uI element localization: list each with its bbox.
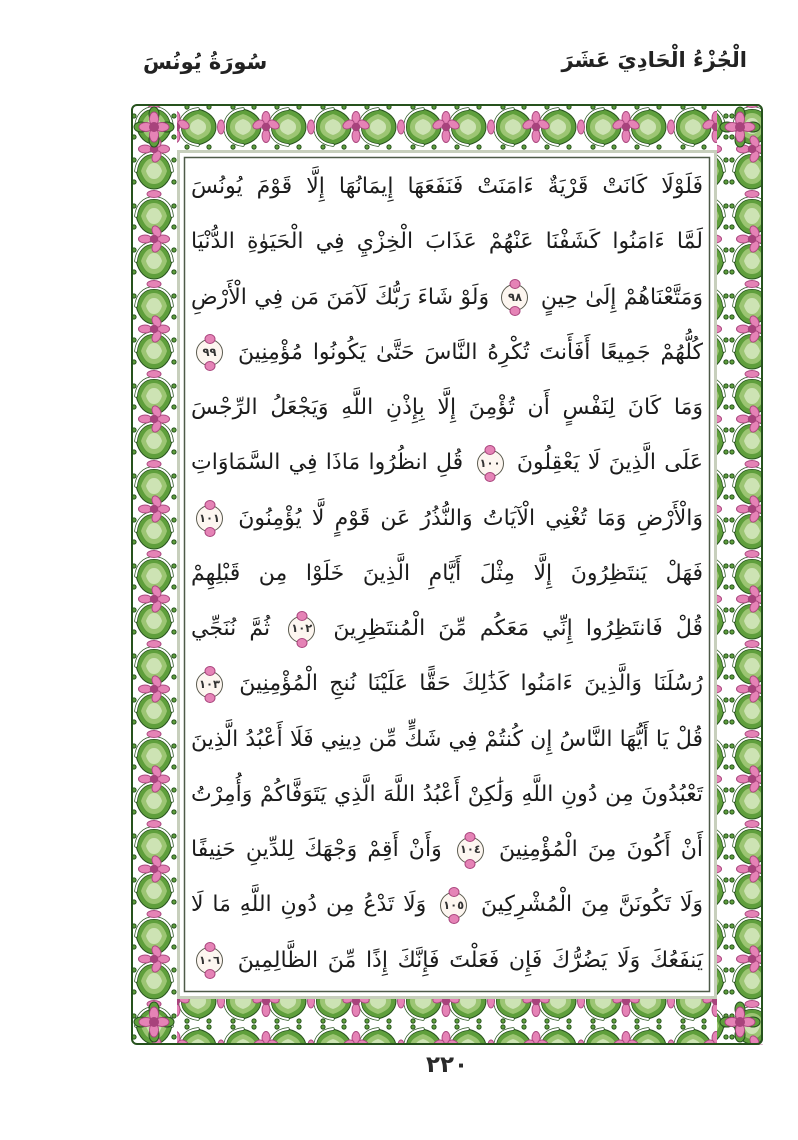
- verse-number: ١٠٢: [291, 621, 313, 636]
- verse-number-badge: [288, 616, 315, 643]
- verse-number: ٩٩: [202, 345, 217, 360]
- quran-line: [191, 547, 703, 602]
- decorative-border-frame: [131, 104, 763, 1045]
- mushaf-text-area: [185, 158, 709, 991]
- verse-text: فَهَلْ يَنتَظِرُونَ إِلَّا مِثْلَ أَيَّامِ الَّذِينَ خَلَوْا مِن قَبْلِهِمْ: [191, 560, 703, 586]
- verse-number: ٩٨: [507, 289, 523, 304]
- quran-line: [191, 215, 703, 270]
- verse-text: وَلَا تَكُونَنَّ مِنَ الْمُشْرِكِينَ: [481, 892, 703, 918]
- verse-number-badge: [196, 671, 223, 698]
- verse-number-badge: [196, 505, 223, 532]
- quran-line: [191, 160, 703, 215]
- verse-text: قُلْ يَا أَيُّهَا النَّاسُ إِن كُنتُمْ فِي شَكٍّ مِّن دِينِي فَلَا أَعْبُدُ الَّذِينَ: [191, 726, 703, 752]
- quran-line: [191, 713, 703, 768]
- quran-line: [191, 326, 703, 381]
- verse-text: قُلْ فَانتَظِرُوا إِنِّي مَعَكُم مِّنَ الْمُنتَظِرِينَ: [333, 616, 703, 642]
- page-number: ٢٢٠: [425, 1052, 469, 1078]
- verse-text: لَمَّا ءَامَنُوا كَشَفْنَا عَنْهُمْ عَذَابَ الْخِزْيِ فِي الْحَيَوٰةِ الدُّنْيَا: [191, 229, 703, 255]
- quran-line: [191, 436, 703, 491]
- verse-text: أَنْ أَكُونَ مِنَ الْمُؤْمِنِينَ: [498, 837, 703, 863]
- verse-number-badge: [501, 284, 528, 311]
- verse-number: ١٠٤: [459, 842, 481, 857]
- verse-number: ١٠٥: [443, 897, 465, 912]
- quran-line: [191, 823, 703, 878]
- verse-text: وَلَا تَدْعُ مِن دُونِ اللَّهِ مَا لَا: [191, 892, 427, 918]
- quran-line: [191, 878, 703, 933]
- juz-title: الْجُزْءُ الْحَادِيَ عَشَرَ: [561, 48, 747, 72]
- verse-text: وَمَتَّعْنَاهُمْ إِلَىٰ حِينٍ: [540, 284, 704, 310]
- verse-text: ثُمَّ نُنَجِّي: [191, 616, 271, 642]
- verse-text: قُلِ انظُرُوا مَاذَا فِي السَّمَاوَاتِ: [191, 450, 464, 476]
- verse-text: وَمَا كَانَ لِنَفْسٍ أَن تُؤْمِنَ إِلَّا بِإِذْنِ اللَّهِ وَيَجْعَلُ الرِّجْسَ: [191, 395, 703, 421]
- quran-line: [191, 381, 703, 436]
- quran-line: [191, 492, 703, 547]
- verse-text: رُسُلَنَا وَالَّذِينَ ءَامَنُوا كَذَٰلِكَ حَقًّا عَلَيْنَا نُنجِ الْمُؤْمِنِينَ: [239, 671, 703, 697]
- verse-number: ١٠٣: [198, 676, 221, 691]
- verse-text: عَلَى الَّذِينَ لَا يَعْقِلُونَ: [516, 450, 703, 476]
- verse-text: يَنفَعُكَ وَلَا يَضُرُّكَ فَإِن فَعَلْتَ فَإِنَّكَ إِذًا مِّنَ الظَّالِمِينَ: [237, 947, 703, 973]
- verse-text: وَالْأَرْضِ وَمَا تُغْنِي الْآيَاتُ وَالنُّذُرُ عَن قَوْمٍ لَّا يُؤْمِنُونَ: [238, 505, 704, 531]
- verse-number: ١٠١: [198, 510, 221, 525]
- verse-text: وَلَوْ شَاءَ رَبُّكَ لَآمَنَ مَن فِي الْأَرْضِ: [191, 284, 490, 310]
- verse-number-badge: [457, 837, 484, 864]
- verse-text: تَعْبُدُونَ مِن دُونِ اللَّهِ وَلَٰكِنْ أَعْبُدُ اللَّهَ الَّذِي يَتَوَفَّاكُمْ وَأُمِرْتُ: [191, 781, 703, 807]
- quran-line: [191, 768, 703, 823]
- quran-line: [191, 271, 703, 326]
- verse-text: وَأَنْ أَقِمْ وَجْهَكَ لِلدِّينِ حَنِيفًا: [191, 837, 442, 863]
- verse-number-badge: [477, 450, 504, 477]
- surah-title: سُورَةُ يُونُسَ: [143, 50, 268, 74]
- verse-text: كُلُّهُمْ جَمِيعًا أَفَأَنتَ تُكْرِهُ النَّاسَ حَتَّىٰ يَكُونُوا مُؤْمِنِينَ: [237, 339, 704, 365]
- verse-number-badge: [196, 947, 223, 974]
- quran-line: [191, 602, 703, 657]
- quran-line: [191, 657, 703, 712]
- verse-number: ١٠٠: [479, 455, 501, 470]
- verse-number: ١٠٦: [198, 952, 221, 967]
- verse-number-badge: [196, 339, 223, 366]
- verse-text: فَلَوْلَا كَانَتْ قَرْيَةٌ ءَامَنَتْ فَنَفَعَهَا إِيمَانُهَا إِلَّا قَوْمَ يُونُسَ: [191, 174, 703, 199]
- verse-number-badge: [440, 892, 467, 919]
- quran-line: [191, 934, 703, 989]
